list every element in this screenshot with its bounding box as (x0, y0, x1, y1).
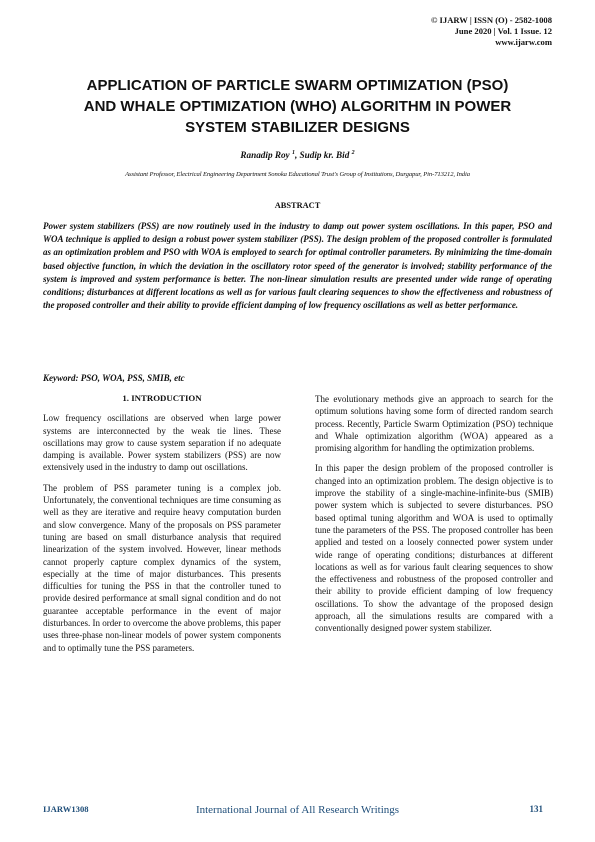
author-affiliation-mark: 1 (291, 150, 295, 156)
author-affiliation-mark: 2 (351, 150, 355, 156)
title-line-2: AND WHALE OPTIMIZATION (WHO) ALGORITHM IN POWER (83, 98, 512, 115)
journal-name: International Journal of All Research Writings (195, 804, 400, 816)
author-name: Ranadip Roy (240, 150, 290, 161)
journal-issue: June 2020 | Vol. 1 Issue. 12 (454, 26, 552, 36)
paper-id: IJARW1308 (43, 804, 89, 814)
abstract-text: Power system stabilizers (PSS) are now routinely used in the industry to damp out power system oscillations. In this paper, PSO and WOA technique is applied to design a robust power system stabilizer (PSS). The design problem of the proposed controller is formulated as an optimization problem and PSO with WOA is employed to search for optimal controller parameters. By minimizing the time-domain based objective function, in which the deviation in the oscillatory rotor speed of the generator is involved; stability performance of the system is improved and system performance is better. The non-linear simulation results are presented under wide range of operating conditions; disturbances at different locations as well as for various fault clearing sequences to show the effectiveness and robustness of the proposed controller and their ability to provide efficient damping of low frequency oscillations as well as better performance. (43, 221, 552, 311)
title-line-1: APPLICATION OF PARTICLE SWARM OPTIMIZATION (PSO) (86, 77, 509, 94)
author-separator: , (294, 150, 300, 161)
journal-website: www.ijarw.com (495, 37, 552, 47)
body-paragraph: Low frequency oscillations are observed when large power systems are interconnected by the weak tie lines. These oscillations may grow to cause system separation if no adequate damping is available. Power system stabilizers (PSS) are now extensively used in the industry to damp out oscillations. (43, 413, 281, 473)
title-line-3: SYSTEM STABILIZER DESIGNS (185, 119, 410, 136)
paper-title (30, 75, 565, 138)
affiliation: Assistant Professor, Electrical Engineering Department Sonoka Educational Trust's Group of Institutions, Durgapur, Pin-713212, India (125, 171, 470, 178)
author-list (0, 150, 595, 160)
author-name: Sudip kr. Bid (299, 150, 350, 161)
body-paragraph: The evolutionary methods give an approach to search for the optimum solutions having some form of directed random search process. Recently, Particle Swarm Optimization (PSO) technique and Whale optimization algorithm (WOA) appeared as a promising algorithm for handling the optimization problems. (315, 394, 553, 454)
abstract-heading: ABSTRACT (274, 201, 321, 210)
body-paragraph: The problem of PSS parameter tuning is a complex job. Unfortunately, the conventional techniques are time consuming as well as they are iterative and require heavy computation burden and slow convergence. Many of the proposals on PSS parameter tuning are based on small disturbance analysis that required linearization of the system involved. However, linear methods cannot properly capture complex dynamics of the system, especially at the time of major disturbances. This presents difficulties for tuning the PSS in that the controller tuned to provide desired performance at small signal condition and do not guarantee acceptable performance in the event of major disturbances. In order to overcome the above problems, this paper uses three-phase non-linear models of power system components and to optimally tune the PSS parameters. (43, 482, 281, 653)
body-paragraph: In this paper the design problem of the proposed controller is changed into an optimization problem. The design objective is to improve the stability of a single-machine-infinite-bus (SMIB) power system which is subjected to severe disturbances. PSO based optimal tuning algorithm and WOA is used to optimally tune the parameters of the PSS. The proposed controller has been applied and tested on a loosely connected power system under wide range of operating conditions; disturbances at different locations as well as for various fault clearing sequences to show the effectiveness and robustness of the proposed controller and their ability to provide efficient damping of low frequency oscillations. To show the advantage of the proposed design approach, all the simulations results are compared with a conventionally designed power system stabilizer. (315, 463, 553, 634)
keywords: Keyword: PSO, WOA, PSS, SMIB, etc (43, 373, 185, 383)
right-column (315, 393, 553, 643)
section-heading: 1. INTRODUCTION (122, 393, 202, 403)
journal-header (431, 15, 552, 48)
page-footer (0, 804, 595, 818)
left-column (43, 392, 281, 662)
page-number: 131 (529, 804, 543, 814)
journal-issn: © IJARW | ISSN (O) - 2582-1008 (430, 15, 552, 25)
